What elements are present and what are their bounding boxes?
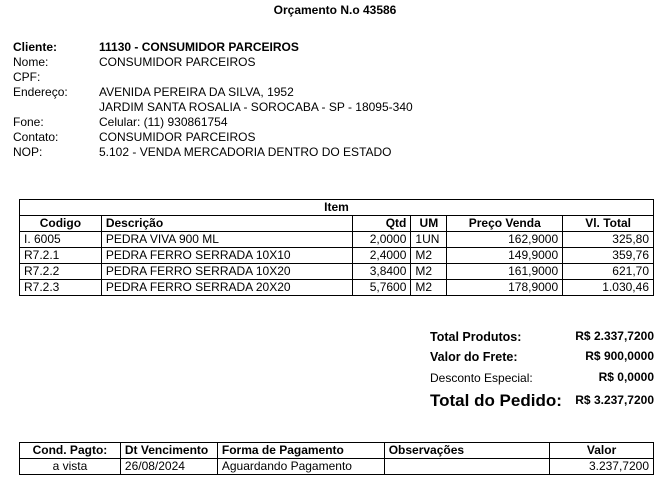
item-total: 621,70 <box>563 264 654 280</box>
total-pedido-label: Total do Pedido: <box>430 391 562 410</box>
nop-label: NOP: <box>13 145 43 159</box>
address-line-2: JARDIM SANTA ROSALIA - SOROCABA - SP - 18095-340 <box>99 100 413 114</box>
table-row <box>20 264 654 280</box>
items-table <box>19 199 654 296</box>
item-qty: 5,7600 <box>353 280 411 296</box>
item-code: R7.2.2 <box>20 264 102 280</box>
total-produtos-value: R$ 2.337,7200 <box>575 329 654 343</box>
item-qty: 2,4000 <box>353 248 411 264</box>
item-description: PEDRA FERRO SERRADA 20X20 <box>101 280 353 296</box>
col-header-cond-pagto: Cond. Pagto: <box>20 443 121 459</box>
frete-value: R$ 900,0000 <box>585 349 654 363</box>
desconto-value: R$ 0,0000 <box>598 370 654 384</box>
item-unit: 1UN <box>411 232 447 248</box>
col-header-forma-pagamento: Forma de Pagamento <box>217 443 384 459</box>
document-title: Orçamento N.o 43586 <box>273 3 397 17</box>
item-description: PEDRA FERRO SERRADA 10X10 <box>101 248 353 264</box>
table-row <box>20 280 654 296</box>
item-description: PEDRA VIVA 900 ML <box>101 232 353 248</box>
client-label: Cliente: <box>13 40 58 54</box>
payment-amount: 3.237,7200 <box>550 459 654 475</box>
col-header-valor: Valor <box>550 443 654 459</box>
item-code: I. 6005 <box>20 232 102 248</box>
item-code: R7.2.1 <box>20 248 102 264</box>
item-unit: M2 <box>411 264 447 280</box>
payment-header-row <box>20 443 654 459</box>
contact-label: Contato: <box>13 130 59 144</box>
address-label: Endereço: <box>13 85 68 99</box>
item-price: 149,9000 <box>447 248 563 264</box>
col-header-um: UM <box>411 216 447 232</box>
payment-table <box>19 442 654 475</box>
items-table-caption: Item <box>20 200 654 216</box>
payment-method: Aguardando Pagamento <box>217 459 384 475</box>
contact-value: CONSUMIDOR PARCEIROS <box>99 130 256 144</box>
col-header-codigo: Codigo <box>20 216 102 232</box>
phone-value: Celular: (11) 930861754 <box>99 115 228 129</box>
total-produtos-label: Total Produtos: <box>430 330 522 344</box>
phone-label: Fone: <box>13 115 44 129</box>
col-header-vl-total: Vl. Total <box>563 216 654 232</box>
table-row <box>20 459 654 475</box>
col-header-qtd: Qtd <box>353 216 411 232</box>
col-header-descricao: Descrição <box>101 216 353 232</box>
frete-label: Valor do Frete: <box>430 350 518 364</box>
name-value: CONSUMIDOR PARCEIROS <box>99 55 256 69</box>
nop-value: 5.102 - VENDA MERCADORIA DENTRO DO ESTADO <box>99 145 392 159</box>
item-total: 1.030,46 <box>563 280 654 296</box>
item-price: 178,9000 <box>447 280 563 296</box>
payment-notes <box>384 459 550 475</box>
col-header-dt-vencimento: Dt Vencimento <box>120 443 217 459</box>
item-price: 161,9000 <box>447 264 563 280</box>
items-table-header-row <box>20 216 654 232</box>
item-total: 325,80 <box>563 232 654 248</box>
item-unit: M2 <box>411 280 447 296</box>
table-row <box>20 232 654 248</box>
total-pedido-value: R$ 3.237,7200 <box>575 393 654 407</box>
client-value: 11130 - CONSUMIDOR PARCEIROS <box>99 40 299 54</box>
cpf-label: CPF: <box>13 70 41 84</box>
item-description: PEDRA FERRO SERRADA 10X20 <box>101 264 353 280</box>
table-row <box>20 248 654 264</box>
name-label: Nome: <box>13 55 49 69</box>
item-unit: M2 <box>411 248 447 264</box>
item-total: 359,76 <box>563 248 654 264</box>
col-header-observacoes: Observações <box>384 443 550 459</box>
item-qty: 2,0000 <box>353 232 411 248</box>
address-line-1: AVENIDA PEREIRA DA SILVA, 1952 <box>99 85 294 99</box>
col-header-preco-venda: Preço Venda <box>447 216 563 232</box>
desconto-label: Desconto Especial: <box>430 371 533 385</box>
item-price: 162,9000 <box>447 232 563 248</box>
payment-due-date: 26/08/2024 <box>120 459 217 475</box>
item-qty: 3,8400 <box>353 264 411 280</box>
item-code: R7.2.3 <box>20 280 102 296</box>
payment-condition: a vista <box>20 459 121 475</box>
